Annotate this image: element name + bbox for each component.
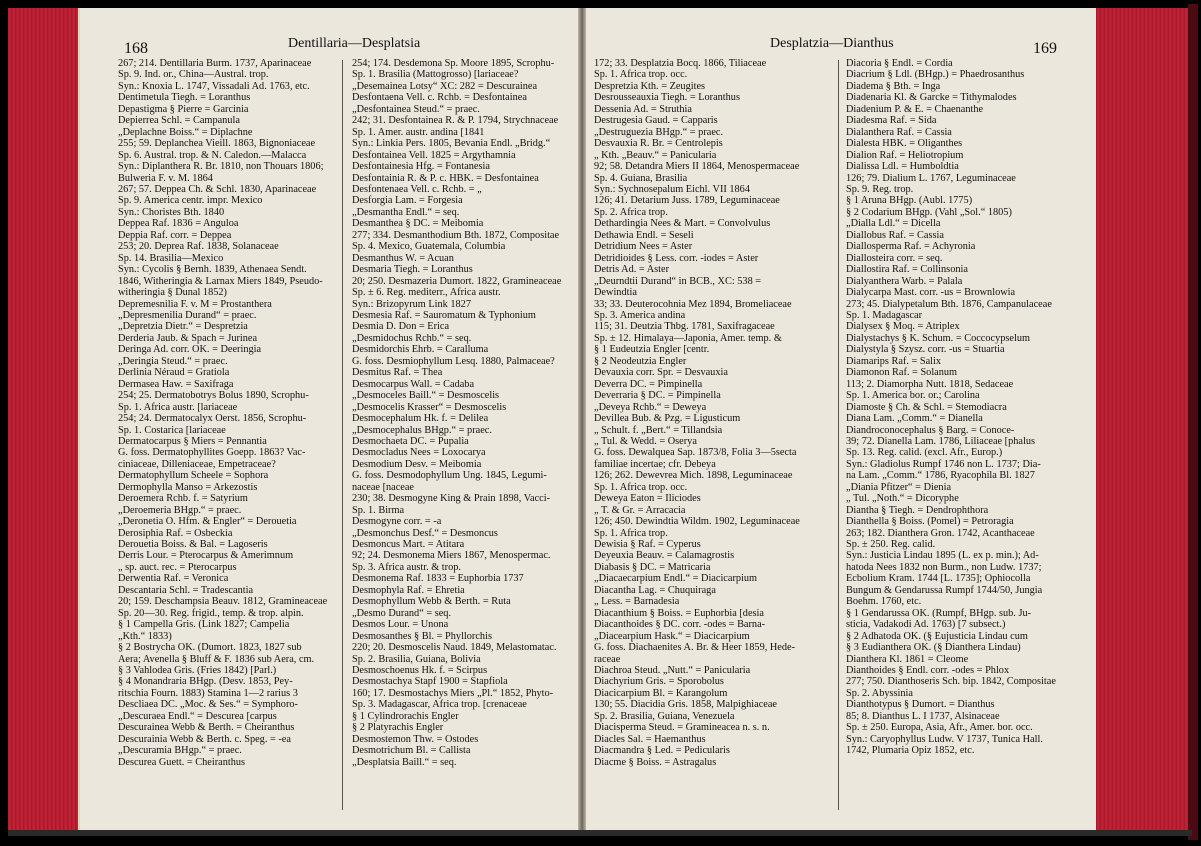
entry-line: Diallosteira corr. = seq. bbox=[846, 252, 943, 264]
entry-line: Despretzia Kth. = Zeugites bbox=[594, 80, 706, 92]
entry-line: Desmitus Raf. = Thea bbox=[352, 367, 443, 379]
entry-line: Sp. 2. Abyssinia bbox=[846, 687, 913, 699]
entry-line: Diamoste § Ch. & Schl. = Stemodiacra bbox=[846, 401, 1007, 413]
entry-line: Desfontaena Vell. c. Rchb. = Desfontainea bbox=[352, 92, 527, 104]
entry-line: Desvauxia R. Br. = Centrolepis bbox=[594, 138, 723, 150]
entry-line: Sp. 1. America bor. or.; Carolina bbox=[846, 390, 980, 402]
entry-line: 130; 55. Diacidia Gris. 1858, Malpighiaceae bbox=[594, 699, 778, 711]
entry-line: Diacicarpium Bl. = Karangolum bbox=[594, 687, 728, 699]
text-column bbox=[594, 58, 800, 768]
entry-line: Diallostira Raf. = Collinsonia bbox=[846, 264, 968, 276]
entry-line: „Desmocephalus BHgp.“ = praec. bbox=[352, 424, 492, 436]
entry-line: „ Tul. „Noth.“ = Dicoryphe bbox=[846, 493, 959, 505]
entry-line: Diachyrium Gris. = Sporobolus bbox=[594, 676, 724, 688]
entry-line: Sp. 2. Africa trop. bbox=[594, 206, 668, 218]
entry-line: Deppea Raf. 1836 = Anguloa bbox=[118, 218, 239, 230]
entry-line: 254; 25. Dermatobotrys Bolus 1890, Scrophu- bbox=[118, 390, 309, 402]
entry-line: Desmocladus Nees = Loxocarya bbox=[352, 447, 486, 459]
entry-line: Dialystyla § Szysz. corr. -us = Stuartia bbox=[846, 344, 1005, 356]
entry-line: 92; 58. Detandra Miers II 1864, Menospermaceae bbox=[594, 161, 800, 173]
entry-line: Desmidorchis Ehrb. = Caralluma bbox=[352, 344, 489, 356]
entry-line: 230; 38. Desmogyne King & Prain 1898, Vacci- bbox=[352, 493, 550, 505]
page-number: 169 bbox=[1033, 40, 1057, 57]
entry-line: Desfontainesia Hfg. = Fontanesia bbox=[352, 161, 490, 173]
entry-line: Sp. 3. Africa austr. & trop. bbox=[352, 561, 461, 573]
entry-line: Destrugesia Gaud. = Capparis bbox=[594, 115, 718, 127]
entry-line: Sp. 14. Brasilia—Mexico bbox=[118, 252, 224, 264]
entry-line: Bulweria F. v. M. 1864 bbox=[118, 172, 213, 184]
entry-line: Dianthotypus § Dumort. = Dianthus bbox=[846, 699, 995, 711]
entry-line: Sp. 9. Ind. or., China—Austral. trop. bbox=[118, 69, 269, 81]
entry-line: Diamarips Raf. = Salix bbox=[846, 355, 942, 367]
entry-line: Desrousseauxia Tiegh. = Loranthus bbox=[594, 92, 740, 104]
entry-line: Syn.: Choristes Bth. 1840 bbox=[118, 206, 225, 218]
entry-line: Deroemera Rchb. f. = Satyrium bbox=[118, 493, 248, 505]
entry-line: Syn.: Cycolis § Bernh. 1839, Athenaea Sendt. bbox=[118, 264, 307, 276]
entry-line: 277; 334. Desmanthodium Bth. 1872, Compositae bbox=[352, 229, 560, 241]
entry-line: Syn.: Knoxia L. 1747, Vissadali Ad. 1763, etc. bbox=[118, 80, 310, 92]
running-header: Desplatzia—Dianthus bbox=[770, 36, 894, 51]
left-page-edges bbox=[8, 8, 80, 834]
entry-line: „Descuramia BHgp.“ = praec. bbox=[118, 745, 242, 757]
entry-line: 33; 33. Deuterocohnia Mez 1894, Bromeliaceae bbox=[594, 298, 792, 310]
entry-line: Diachroa Steud. „Nutt.“ = Panicularia bbox=[594, 665, 751, 677]
entry-line: Descurainea Webb & Berth. = Cheiranthus bbox=[118, 722, 295, 734]
entry-line: § 3 Vahlodea Gris. (Fries 1842) [Parl.) bbox=[118, 665, 277, 677]
entry-line: Diacrium § Ldl. (BHgp.) = Phaedrosanthus bbox=[846, 69, 1025, 81]
page-number: 168 bbox=[124, 40, 148, 57]
entry-line: Sp. 2. Brasilia, Guiana, Venezuela bbox=[594, 710, 735, 722]
entry-line: Desmotrichum Bl. = Callista bbox=[352, 745, 471, 757]
entry-line: Aera; Avenella § Bluff & F. 1836 sub Aera, cm. bbox=[118, 653, 315, 665]
entry-line: Deverra DC. = Pimpinella bbox=[594, 378, 703, 390]
entry-line: „Desfontainea Steud.“ = praec. bbox=[352, 103, 480, 115]
entry-line: Desmodium Desv. = Meibomia bbox=[352, 458, 482, 470]
entry-line: „ Kth. „Beauv.“ = Panicularia bbox=[594, 149, 717, 161]
entry-line: Diadema § Bth. = Inga bbox=[846, 80, 941, 92]
book-cover-edge bbox=[1188, 4, 1198, 840]
entry-line: Descurea Guett. = Cheiranthus bbox=[118, 756, 246, 768]
entry-line: Detridium Nees = Aster bbox=[594, 241, 693, 253]
entry-line: 253; 20. Deprea Raf. 1838, Solanaceae bbox=[118, 241, 279, 253]
entry-line: Ecbolium Kram. 1744 [L. 1735]; Ophiocolla bbox=[846, 573, 1031, 585]
entry-line: Boehm. 1760, etc. bbox=[846, 596, 922, 608]
entry-line: „Desmo Durand“ = seq. bbox=[352, 607, 452, 619]
entry-line: Sp. 9. America centr. impr. Mexico bbox=[118, 195, 263, 207]
entry-line: Desmocephalum Hk. f. = Delilea bbox=[352, 413, 489, 425]
entry-line: „ sp. auct. rec. = Pterocarpus bbox=[118, 561, 237, 573]
entry-line: 263; 182. Dianthera Gron. 1742, Acanthaceae bbox=[846, 527, 1035, 539]
entry-line: Desfontenaea Vell. c. Rchb. = „ bbox=[352, 183, 482, 195]
entry-line: § 4 Monandraria BHgp. (Desv. 1853, Pey- bbox=[118, 676, 293, 688]
entry-line: Sp. 1. Africa austr. [lariaceae bbox=[118, 401, 238, 413]
entry-line: 39; 72. Dianella Lam. 1786, Liliaceae [phalus bbox=[846, 435, 1035, 447]
entry-line: Desmos Lour. = Unona bbox=[352, 619, 449, 631]
entry-line: Diana Lam. „Comm.“ = Dianella bbox=[846, 413, 983, 425]
entry-line: Desmostemon Thw. = Ostodes bbox=[352, 733, 479, 745]
entry-line: Deweya Eaton = Iliciodes bbox=[594, 493, 701, 505]
text-column bbox=[846, 58, 1056, 757]
entry-line: § 2 Platyrachis Engler bbox=[352, 722, 444, 734]
running-header: Dentillaria—Desplatsia bbox=[288, 36, 421, 51]
entry-line: Syn.: Caryophyllus Ludw. V 1737, Tunica Hall. bbox=[846, 733, 1043, 745]
entry-line: „Descuraea Endl.“ = Descurea [carpus bbox=[118, 710, 277, 722]
entry-line: „Kth.“ 1833) bbox=[118, 630, 172, 642]
entry-line: Dermatocarpus § Miers = Pennantia bbox=[118, 435, 267, 447]
entry-line: G. foss. Diachaenites A. Br. & Heer 1859, Hede- bbox=[594, 642, 796, 654]
entry-line: G. foss. Desmodophyllum Ung. 1845, Legumi- bbox=[352, 470, 547, 482]
entry-line: G. foss. Desmiophyllum Lesq. 1880, Palmaceae? bbox=[352, 355, 555, 367]
entry-line: Diacanthoides § DC. corr. -odes = Barna- bbox=[594, 619, 766, 631]
entry-line: Diallosperma Raf. = Achyronia bbox=[846, 241, 976, 253]
entry-line: Desmaria Tiegh. = Loranthus bbox=[352, 264, 473, 276]
entry-line: Syn.: Linkia Pers. 1805, Bevania Endl. „Bridg.“ bbox=[352, 138, 551, 150]
entry-line: Sp. 1. Amer. austr. andina [1841 bbox=[352, 126, 485, 138]
entry-line: Desmocarpus Wall. = Cadaba bbox=[352, 378, 475, 390]
entry-line: Syn.: Sychnosepalum Eichl. VII 1864 bbox=[594, 183, 750, 195]
entry-line: Diacantha Lag. = Chuquiraga bbox=[594, 584, 716, 596]
entry-line: 126; 79. Dialium L. 1767, Leguminaceae bbox=[846, 172, 1016, 184]
right-page-edges bbox=[1096, 8, 1192, 834]
entry-line: „Desmantha Endl.“ = seq. bbox=[352, 206, 460, 218]
entry-line: „Deurndtii Durand“ in BCB., XC: 538 = bbox=[594, 275, 762, 287]
entry-line: Diacoria § Endl. = Cordia bbox=[846, 58, 953, 69]
entry-line: Diacmandra § Led. = Pedicularis bbox=[594, 745, 730, 757]
entry-line: 1846, Witheringia & Larnax Miers 1849, Pseudo- bbox=[118, 275, 323, 287]
entry-line: § 1 Cylindrorachis Engler bbox=[352, 710, 459, 722]
entry-line: 126; 262. Dewevrea Mich. 1898, Leguminaceae bbox=[594, 470, 793, 482]
entry-line: Desmia D. Don = Erica bbox=[352, 321, 450, 333]
entry-line: Sp. 4. Mexico, Guatemala, Columbia bbox=[352, 241, 506, 253]
entry-line: 126; 450. Dewindtia Wildm. 1902, Leguminaceae bbox=[594, 516, 800, 528]
column-rule bbox=[838, 60, 839, 810]
entry-line: Desmonema Raf. 1833 = Euphorbia 1737 bbox=[352, 573, 524, 585]
entry-line: Dewindtia bbox=[594, 287, 637, 299]
entry-line: Sp. ± 12. Himalaya—Japonia, Amer. temp. & bbox=[594, 332, 782, 344]
entry-line: 273; 45. Dialypetalum Bth. 1876, Campanulaceae bbox=[846, 298, 1052, 310]
entry-line: Descantaria Schl. = Tradescantia bbox=[118, 584, 254, 596]
entry-line: Devauxia corr. Spr. = Desvauxia bbox=[594, 367, 728, 379]
entry-line: 126; 41. Detarium Juss. 1789, Leguminaceae bbox=[594, 195, 780, 207]
entry-line: Sp. ± 6. Reg. mediterr., Africa austr. bbox=[352, 287, 501, 299]
entry-line: Sp. ± 250. Reg. calid. bbox=[846, 539, 936, 551]
entry-line: Desmogyne corr. = -a bbox=[352, 516, 442, 528]
entry-line: hatoda Nees 1832 non Burm., non Ludw. 1737; bbox=[846, 561, 1042, 573]
entry-line: „Desmocelis Krasser“ = Desmoscelis bbox=[352, 401, 507, 413]
entry-line: Diamonon Raf. = Solanum bbox=[846, 367, 958, 379]
entry-line: § 1 Gendarussa OK. (Rumpf, BHgp. sub. Ju- bbox=[846, 607, 1032, 619]
entry-line: Sp. 1. Africa trop. occ. bbox=[594, 481, 688, 493]
entry-line: Dialion Raf. = Heliotropium bbox=[846, 149, 964, 161]
column-rule bbox=[342, 60, 343, 810]
entry-line: Sp. 20—30. Reg. frigid., temp. & trop. alpin. bbox=[118, 607, 304, 619]
entry-line: Dialysex § Moq. = Atriplex bbox=[846, 321, 960, 333]
entry-line: Diacanthium § Boiss. = Euphorbia [desia bbox=[594, 607, 764, 619]
entry-line: Dermasea Haw. = Saxifraga bbox=[118, 378, 234, 390]
entry-line: Dethardingia Nees & Mart. = Convolvulus bbox=[594, 218, 771, 230]
entry-line: 20; 250. Desmazeria Dumort. 1822, Gramineaceae bbox=[352, 275, 562, 287]
entry-line: Derosiphia Raf. = Osbeckia bbox=[118, 527, 233, 539]
entry-line: 254; 174. Desdemona Sp. Moore 1895, Scrophu- bbox=[352, 58, 555, 69]
entry-line: 254; 24. Dermatocalyx Oerst. 1856, Scrophu- bbox=[118, 413, 307, 425]
entry-line: Desmoschoenus Hk. f. = Scirpus bbox=[352, 665, 488, 677]
entry-line: Devillea Bub. & Pzg. = Ligusticum bbox=[594, 413, 741, 425]
entry-line: § 2 Bostrycha OK. (Dumort. 1823, 1827 sub bbox=[118, 642, 302, 654]
entry-line: Diabasis § DC. = Matricaria bbox=[594, 561, 711, 573]
entry-line: Diandroconocephalus § Barg. = Conoce- bbox=[846, 424, 1015, 436]
entry-line: 113; 2. Diamorpha Nutt. 1818, Sedaceae bbox=[846, 378, 1014, 390]
left-page bbox=[80, 8, 578, 834]
entry-line: § 1 Campella Gris. (Link 1827; Campelia bbox=[118, 619, 290, 631]
entry-line: Diadesma Raf. = Sida bbox=[846, 115, 937, 127]
entry-line: Descliaea DC. „Moc. & Ses.“ = Symphoro- bbox=[118, 699, 298, 711]
entry-line: Dianthoides § Endl. corr. -odes = Phlox bbox=[846, 665, 1010, 677]
entry-line: Depremesnilia F. v. M = Prostanthera bbox=[118, 298, 272, 310]
entry-line: Sp. 1. Africa trop. bbox=[594, 527, 668, 539]
entry-line: „ T. & Gr. = Arracacia bbox=[594, 504, 686, 516]
entry-line: Depierrea Schl. = Campanula bbox=[118, 115, 240, 127]
entry-line: Dianthella § Boiss. (Pomel) = Petroragia bbox=[846, 516, 1014, 528]
entry-line: „Dialla Ldl.“ = Dicella bbox=[846, 218, 941, 230]
entry-line: Sp. 3. Madagascar, Africa trop. [crenaceae bbox=[352, 699, 527, 711]
entry-line: „Desmoceles Baill.“ = Desmoscelis bbox=[352, 390, 500, 402]
entry-line: sticia, Vadakodi Ad. 1763) [7 subsect.) bbox=[846, 619, 1006, 631]
entry-line: Sp. 4. Guiana, Brasilia bbox=[594, 172, 688, 184]
entry-line: Dethawia Endl. = Seseli bbox=[594, 229, 694, 241]
entry-line: Syn.: Justicia Lindau 1895 (L. ex p. min.); Ad- bbox=[846, 550, 1039, 562]
entry-line: Sp. 9. Reg. trop. bbox=[846, 183, 914, 195]
entry-line: Desmophyla Raf. = Ehretia bbox=[352, 584, 465, 596]
entry-line: Depastigma § Pierre = Garcinia bbox=[118, 103, 249, 115]
entry-line: Detridioides § Less. corr. -iodes = Aster bbox=[594, 252, 759, 264]
entry-line: Diacles Sal. = Haemanthus bbox=[594, 733, 706, 745]
entry-line: familiae incertae; cfr. Debeya bbox=[594, 458, 716, 470]
entry-line: Bungum & Gendarussa Rumpf 1744/50, Jungia bbox=[846, 584, 1043, 596]
entry-line: Derouetia Boiss. & Bal. = Lagoseris bbox=[118, 539, 268, 551]
entry-line: § 1 Eudeutzia Engler [centr. bbox=[594, 344, 710, 356]
entry-line: G. foss. Dermatophyllites Goepp. 1863? Vac- bbox=[118, 447, 306, 459]
entry-line: § 2 Adhatoda OK. (§ Eujusticia Lindau cum bbox=[846, 630, 1028, 642]
entry-line: naceae [naceae bbox=[352, 481, 415, 493]
entry-line: 115; 31. Deutzia Thbg. 1781, Saxifragaceae bbox=[594, 321, 775, 333]
entry-line: Derris Lour. = Pterocarpus & Amerimnum bbox=[118, 550, 294, 562]
entry-line: „Depretzia Dietr.“ = Despretzia bbox=[118, 321, 248, 333]
entry-line: „Deplachne Boiss.“ = Diplachne bbox=[118, 126, 253, 138]
entry-line: 267; 214. Dentillaria Burm. 1737, Aparinaceae bbox=[118, 58, 312, 69]
entry-line: „ Tul. & Wedd. = Oserya bbox=[594, 435, 697, 447]
entry-line: Sp. 13. Reg. calid. (excl. Afr., Europ.) bbox=[846, 447, 1003, 459]
entry-line: na Lam. „Comm.“ 1786, Ryacophila Bl. 1827 bbox=[846, 470, 1035, 482]
entry-line: Diadenium P. & E. = Chaenanthe bbox=[846, 103, 984, 115]
entry-line: Sp. 1. Africa trop. occ. bbox=[594, 69, 688, 81]
entry-line: Deppia Raf. corr. = Deppea bbox=[118, 229, 232, 241]
entry-line: Derlinia Néraud = Gratiola bbox=[118, 367, 230, 379]
entry-line: 220; 20. Desmoscelis Naud. 1849, Melastomatac. bbox=[352, 642, 557, 654]
entry-line: Desmosanthes § Bl. = Phyllorchis bbox=[352, 630, 492, 642]
entry-line: „Destruguezia BHgp.“ = praec. bbox=[594, 126, 724, 138]
entry-line: 255; 59. Deplanchea Vieill. 1863, Bignoniaceae bbox=[118, 138, 316, 150]
entry-line: Dentimetula Tiegh. = Loranthus bbox=[118, 92, 251, 104]
entry-line: „Diacearpium Hask.“ = Diacicarpium bbox=[594, 630, 750, 642]
entry-line: Dialesta HBK. = Oliganthes bbox=[846, 138, 963, 150]
entry-line: Syn.: Diplanthera R. Br. 1810, non Thouars 1806; bbox=[118, 161, 324, 173]
entry-line: Desmanthus W. = Acuan bbox=[352, 252, 454, 264]
entry-line: § 3 Eudianthera OK. (§ Dianthera Lindau) bbox=[846, 642, 1021, 654]
entry-line: 172; 33. Desplatzia Bocq. 1866, Tiliaceae bbox=[594, 58, 767, 69]
entry-line: Sp. 1. Madagascar bbox=[846, 309, 923, 321]
entry-line: raceae bbox=[594, 653, 621, 665]
entry-line: Desfontainia R. & P. c. HBK. = Desfontainea bbox=[352, 172, 539, 184]
entry-line: Descurainia Webb & Berth. c. Speg. = -ea bbox=[118, 733, 291, 745]
entry-line: Sp. 2. Brasilia, Guiana, Bolivia bbox=[352, 653, 481, 665]
entry-line: Diallobus Raf. = Cassia bbox=[846, 229, 944, 241]
entry-line: Desmostachya Stapf 1900 = Stapfiola bbox=[352, 676, 508, 688]
entry-line: § 1 Aruna BHgp. (Aubl. 1775) bbox=[846, 195, 973, 207]
entry-line: „Desmonchus Desf.“ = Desmoncus bbox=[352, 527, 498, 539]
entry-line: Desmophyllum Webb & Berth. = Ruta bbox=[352, 596, 511, 608]
entry-line: Dialissa Ldl. = Humboldtia bbox=[846, 161, 959, 173]
book-shadow bbox=[8, 830, 1192, 836]
entry-line: 92; 24. Desmonema Miers 1867, Menospermac. bbox=[352, 550, 551, 562]
entry-line: Derwentia Raf. = Veronica bbox=[118, 573, 229, 585]
entry-line: „Deronetia O. Hfm. & Engler“ = Derouetia bbox=[118, 516, 297, 528]
entry-line: Sp. 1. Brasilia (Mattogrosso) [lariaceae? bbox=[352, 69, 519, 81]
entry-line: Dianthera Kl. 1861 = Cleome bbox=[846, 653, 969, 665]
entry-line: Diantha § Tiegh. = Dendrophthora bbox=[846, 504, 989, 516]
entry-line: Desfontainea Vell. 1825 = Argythamnia bbox=[352, 149, 516, 161]
entry-line: Desmesia Raf. = Sauromatum & Typhonium bbox=[352, 309, 536, 321]
entry-line: Sp. 1. Costarica [lariaceae bbox=[118, 424, 226, 436]
entry-line: ritschia Fourn. 1883) Stamina 1—2 rarius 3 bbox=[118, 687, 298, 699]
entry-line: Derderia Jaub. & Spach = Jurinea bbox=[118, 332, 258, 344]
entry-line: Sp. 6. Austral. trop. & N. Caledon.—Malacca bbox=[118, 149, 307, 161]
text-column bbox=[352, 58, 561, 768]
entry-line: Desforgia Lam. = Forgesia bbox=[352, 195, 463, 207]
entry-line: 20; 159. Deschampsia Beauv. 1812, Gramineaceae bbox=[118, 596, 328, 608]
entry-line: „Deringia Steud.“ = praec. bbox=[118, 355, 228, 367]
book-gutter bbox=[578, 8, 586, 834]
entry-line: Diadenaria Kl. & Garcke = Tithymalodes bbox=[846, 92, 1017, 104]
entry-line: Detris Ad. = Aster bbox=[594, 264, 670, 276]
entry-line: „Diania Pfitzer“ = Dienia bbox=[846, 481, 952, 493]
entry-line: Deringa Ad. corr. OK. = Deeringia bbox=[118, 344, 262, 356]
entry-line: „Desemainea Lotsy“ XC: 282 = Descurainea bbox=[352, 80, 538, 92]
entry-line: „Desplatsia Baill.“ = seq. bbox=[352, 756, 457, 768]
entry-line: Desmochaeta DC. = Pupalia bbox=[352, 435, 469, 447]
entry-line: „ Less. = Barnadesia bbox=[594, 596, 680, 608]
entry-line: 267; 57. Deppea Ch. & Schl. 1830, Aparinaceae bbox=[118, 183, 317, 195]
entry-line: „Depresmenilia Durand“ = praec. bbox=[118, 309, 257, 321]
entry-line: Dialycarpa Mast. corr. -us = Brownlowia bbox=[846, 287, 1016, 299]
entry-line: „Desmidochus Rchb.“ = seq. bbox=[352, 332, 472, 344]
entry-line: „Deveya Rchb.“ = Deweya bbox=[594, 401, 707, 413]
entry-line: Diacisperma Steud. = Gramineacea n. s. n. bbox=[594, 722, 770, 734]
entry-line: Desmanthea § DC. = Meibomia bbox=[352, 218, 484, 230]
entry-line: Dessenia Ad. = Struthia bbox=[594, 103, 692, 115]
entry-line: Dewisia § Raf. = Cyperus bbox=[594, 539, 701, 551]
entry-line: „Diacaecarpium Endl.“ = Diacicarpium bbox=[594, 573, 758, 585]
entry-line: ciniaceae, Dilleniaceae, Empetraceae? bbox=[118, 458, 276, 470]
entry-line: 85; 8. Dianthus L. I 1737, Alsinaceae bbox=[846, 710, 1000, 722]
entry-line: Syn.: Brizopyrum Link 1827 bbox=[352, 298, 471, 310]
entry-line: Dermatophyllum Scheele = Sophora bbox=[118, 470, 269, 482]
entry-line: Deverraria § DC. = Pimpinella bbox=[594, 390, 721, 402]
entry-line: Diacme § Boiss. = Astragalus bbox=[594, 756, 717, 768]
entry-line: „Deroemeria BHgp.“ = praec. bbox=[118, 504, 242, 516]
entry-line: „ Schult. f. „Bert.“ = Tillandsia bbox=[594, 424, 723, 436]
text-column bbox=[118, 58, 327, 768]
entry-line: Dialystachys § K. Schum. = Coccocypselum bbox=[846, 332, 1030, 344]
entry-line: § 2 Neodeutzia Engler bbox=[594, 355, 687, 367]
entry-line: 1742, Plumaria Opiz 1852, etc. bbox=[846, 745, 975, 757]
entry-line: Deyeuxia Beauv. = Calamagrostis bbox=[594, 550, 735, 562]
entry-line: witheringia § Dunal 1852) bbox=[118, 287, 227, 299]
entry-line: 242; 31. Desfontainea R. & P. 1794, Strychnaceae bbox=[352, 115, 559, 127]
entry-line: Syn.: Gladiolus Rumpf 1746 non L. 1737; Dia- bbox=[846, 458, 1041, 470]
entry-line: Sp. 1. Birma bbox=[352, 504, 405, 516]
entry-line: Desmoncus Mart. = Atitara bbox=[352, 539, 465, 551]
entry-line: Sp. 3. America andina bbox=[594, 309, 686, 321]
entry-line: Dermophylla Manso = Arkezostis bbox=[118, 481, 258, 493]
entry-line: G. foss. Dewalquea Sap. 1873/8, Folia 3—5secta bbox=[594, 447, 797, 459]
entry-line: Dialyanthera Warb. = Palala bbox=[846, 275, 963, 287]
entry-line: 160; 17. Desmostachys Miers „Pl.“ 1852, Phyto- bbox=[352, 687, 554, 699]
entry-line: § 2 Codarium BHgp. (Vahl „Sol.“ 1805) bbox=[846, 206, 1012, 218]
entry-line: 277; 750. Dianthoseris Sch. bip. 1842, Compositae bbox=[846, 676, 1056, 688]
entry-line: Sp. ± 250. Europa, Asia, Afr., Amer. bor. occ. bbox=[846, 722, 1033, 734]
entry-line: Dialanthera Raf. = Cassia bbox=[846, 126, 952, 138]
right-page bbox=[586, 8, 1096, 834]
